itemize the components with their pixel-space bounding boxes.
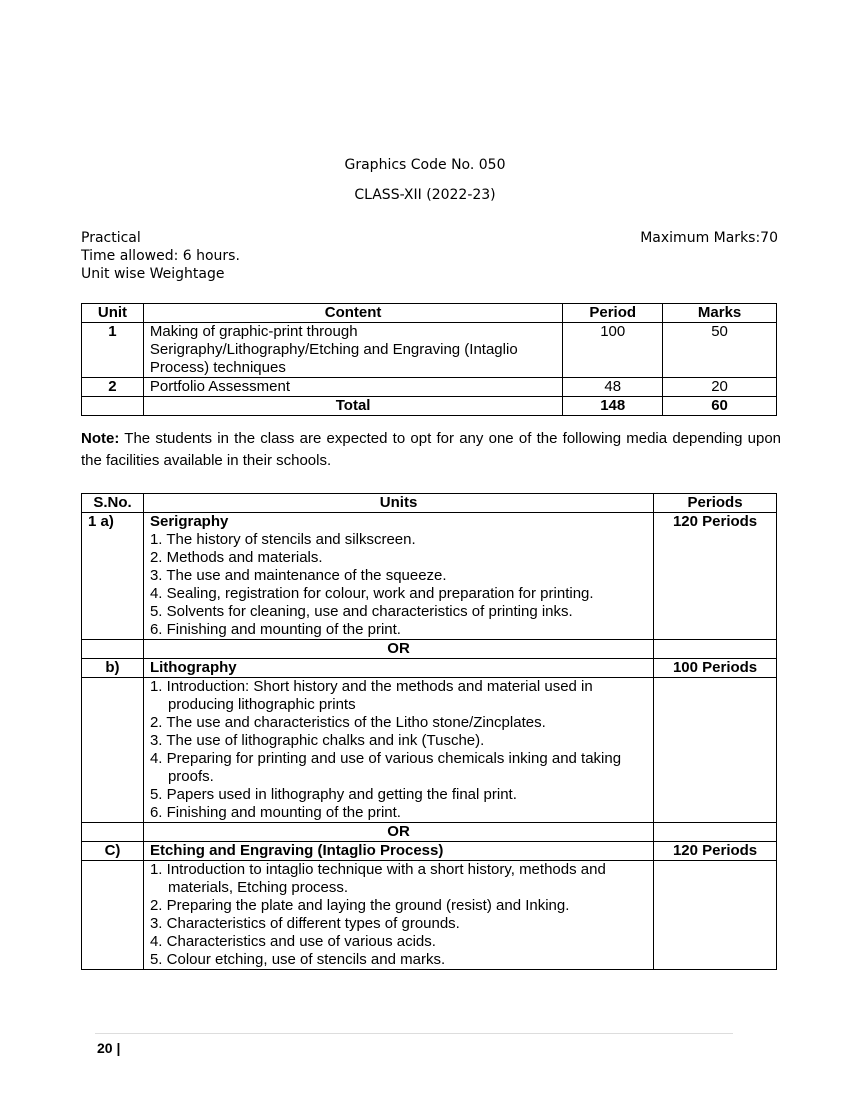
period-cell: 100 <box>563 323 663 378</box>
practical-label: Practical <box>81 230 141 246</box>
document-title: Graphics Code No. 050 <box>344 157 506 173</box>
list-item: 1. Introduction: Short history and the methods and material used in producing lithographic prints <box>149 678 593 713</box>
footer-divider <box>95 1033 733 1034</box>
table-row <box>82 378 777 397</box>
empty-cell <box>82 397 144 416</box>
or-row <box>82 823 777 842</box>
empty-cell <box>82 861 144 970</box>
note-text: The students in the class are expected to opt for any one of the following media depending upon the facilities available in their schools. <box>81 430 781 469</box>
header-period: Period <box>563 304 663 323</box>
list-item: 5. Solvents for cleaning, use and characteristics of printing inks. <box>149 603 573 620</box>
table-header-row <box>82 304 777 323</box>
or-label: OR <box>143 640 653 659</box>
or-label: OR <box>143 823 653 842</box>
note-label: Note: <box>81 430 120 447</box>
header-unit: Unit <box>82 304 144 323</box>
note-paragraph <box>81 428 781 472</box>
units-cell <box>143 861 653 970</box>
section-items-row <box>82 861 777 970</box>
table-row <box>82 323 777 378</box>
list-item: 6. Finishing and mounting of the print. <box>149 621 401 638</box>
header-content: Content <box>143 304 562 323</box>
empty-cell <box>82 640 144 659</box>
total-period: 148 <box>563 397 663 416</box>
table-header-row <box>82 494 777 513</box>
page-number: 20 | <box>97 1040 121 1056</box>
list-item: 4. Characteristics and use of various acids. <box>149 933 436 950</box>
header-sno: S.No. <box>82 494 144 513</box>
topic-list <box>150 531 647 639</box>
list-item: 3. The use of lithographic chalks and ink (Tusche). <box>149 732 485 749</box>
empty-cell <box>654 678 777 823</box>
unit-cell: 1 <box>82 323 144 378</box>
document-subtitle: CLASS-XII (2022-23) <box>354 187 496 203</box>
period-cell: 48 <box>563 378 663 397</box>
list-item: 4. Sealing, registration for colour, work and preparation for printing. <box>149 585 594 602</box>
list-item: 3. The use and maintenance of the squeeze. <box>149 567 447 584</box>
periods-cell: 100 Periods <box>654 659 777 678</box>
section-row-lithography <box>82 659 777 678</box>
list-item: 6. Finishing and mounting of the print. <box>149 804 401 821</box>
sno-cell: b) <box>82 659 144 678</box>
section-title: Lithography <box>143 659 653 678</box>
list-item: 1. The history of stencils and silkscreen. <box>149 531 416 548</box>
list-item: 2. The use and characteristics of the Litho stone/Zincplates. <box>149 714 546 731</box>
topic-list <box>150 678 647 822</box>
periods-cell: 120 Periods <box>654 842 777 861</box>
units-cell <box>143 513 653 640</box>
periods-cell: 120 Periods <box>654 513 777 640</box>
time-allowed: Time allowed: 6 hours. <box>81 248 240 264</box>
list-item: 5. Colour etching, use of stencils and marks. <box>149 951 446 968</box>
list-item: 4. Preparing for printing and use of various chemicals inking and taking proofs. <box>149 750 622 785</box>
list-item: 1. Introduction to intaglio technique with a short history, methods and materials, Etching process. <box>149 861 606 896</box>
section-title: Etching and Engraving (Intaglio Process) <box>143 842 653 861</box>
weightage-heading: Unit wise Weightage <box>81 266 225 282</box>
empty-cell <box>82 678 144 823</box>
sno-cell: 1 a) <box>82 513 144 640</box>
header-marks: Marks <box>663 304 777 323</box>
empty-cell <box>654 861 777 970</box>
section-items-row <box>82 678 777 823</box>
units-table <box>81 493 777 970</box>
units-cell <box>143 678 653 823</box>
marks-cell: 20 <box>663 378 777 397</box>
header-periods: Periods <box>654 494 777 513</box>
sno-cell: C) <box>82 842 144 861</box>
unit-cell: 2 <box>82 378 144 397</box>
section-row-etching <box>82 842 777 861</box>
or-row <box>82 640 777 659</box>
header-units: Units <box>143 494 653 513</box>
content-cell: Portfolio Assessment <box>143 378 562 397</box>
max-marks: Maximum Marks:70 <box>640 230 778 246</box>
total-row <box>82 397 777 416</box>
total-marks: 60 <box>663 397 777 416</box>
total-label: Total <box>143 397 562 416</box>
section-row-serigraphy <box>82 513 777 640</box>
list-item: 2. Preparing the plate and laying the ground (resist) and Inking. <box>149 897 570 914</box>
marks-cell: 50 <box>663 323 777 378</box>
list-item: 3. Characteristics of different types of grounds. <box>149 915 460 932</box>
weightage-table <box>81 303 777 416</box>
content-cell: Making of graphic-print through Serigraphy/Lithography/Etching and Engraving (Intaglio Process) techniques <box>143 323 562 378</box>
list-item: 5. Papers used in lithography and getting the final print. <box>149 786 517 803</box>
empty-cell <box>654 640 777 659</box>
empty-cell <box>82 823 144 842</box>
empty-cell <box>654 823 777 842</box>
topic-list <box>150 861 647 969</box>
list-item: 2. Methods and materials. <box>149 549 323 566</box>
section-title: Serigraphy <box>149 513 229 530</box>
